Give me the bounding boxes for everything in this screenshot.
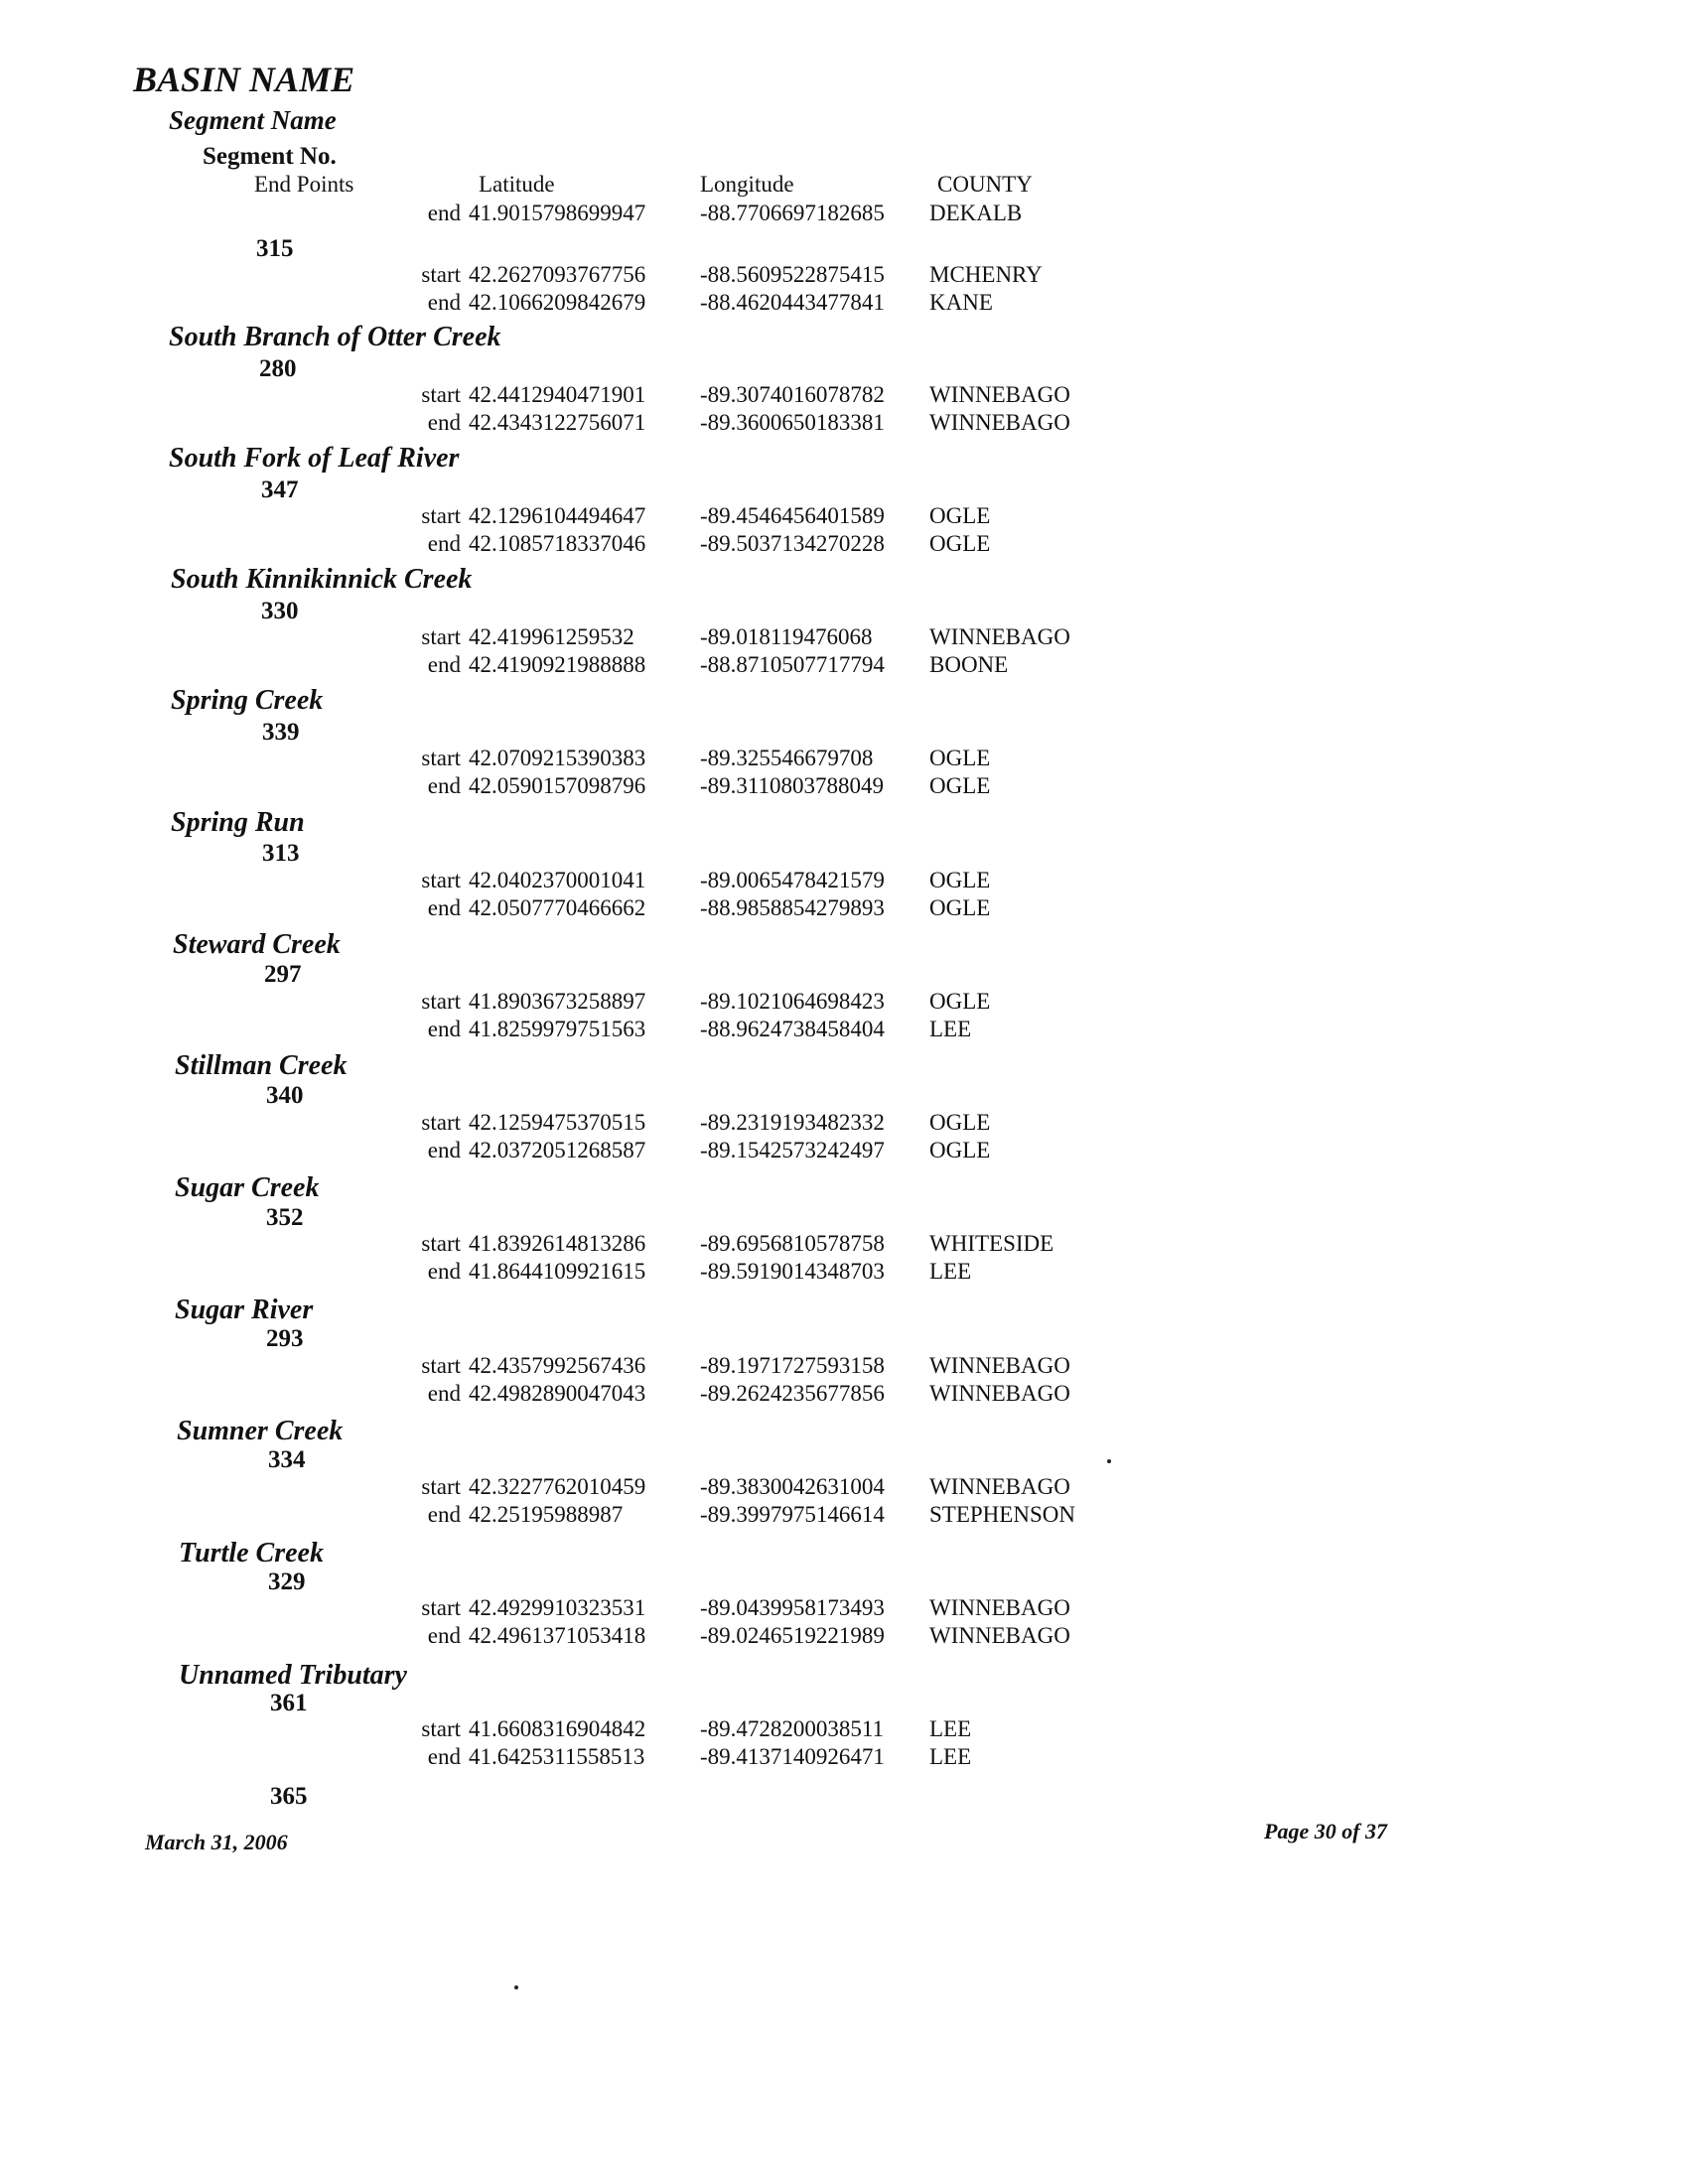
endpoint-label: end [427, 1017, 461, 1041]
endpoint-label: end [427, 652, 461, 677]
longitude-value: -88.9624738458404 [700, 1017, 885, 1041]
endpoint-label: end [427, 895, 461, 920]
longitude-value: -88.4620443477841 [700, 290, 885, 315]
segment-no-heading: Segment No. [203, 143, 337, 170]
endpoint-row [407, 625, 634, 648]
longitude-value: -89.0439958173493 [700, 1595, 885, 1620]
endpoint-label: start [421, 868, 461, 892]
longitude-value: -88.7706697182685 [700, 201, 885, 225]
endpoint-row [407, 896, 645, 919]
longitude-value: -89.2624235677856 [700, 1381, 885, 1406]
county-value: STEPHENSON [929, 1502, 1075, 1527]
endpoint-label: end [427, 1138, 461, 1162]
endpoint-row [407, 383, 645, 406]
endpoint-row [407, 1624, 645, 1647]
endpoint-row [407, 1260, 645, 1283]
county-value: OGLE [929, 531, 991, 556]
county-value: DEKALB [929, 201, 1023, 225]
latitude-value: 41.8259979751563 [469, 1017, 646, 1041]
county-value: LEE [929, 1259, 972, 1284]
endpoint-label: end [427, 1502, 461, 1527]
endpoint-label: start [421, 746, 461, 770]
segment-name: South Branch of Otter Creek [169, 322, 501, 352]
latitude-value: 42.0709215390383 [469, 746, 646, 770]
longitude-value: -89.5919014348703 [700, 1259, 885, 1284]
latitude-value: 42.4357992567436 [469, 1353, 646, 1378]
col-end-points: End Points [254, 172, 354, 197]
latitude-value: 41.8644109921615 [469, 1259, 646, 1284]
latitude-value: 42.0507770466662 [469, 895, 646, 920]
endpoint-label: start [421, 624, 461, 649]
longitude-value: -89.4728200038511 [700, 1716, 885, 1741]
segment-name: Sugar River [175, 1295, 314, 1325]
longitude-value: -89.2319193482332 [700, 1110, 885, 1135]
endpoint-label: end [427, 531, 461, 556]
segment-name: Sugar Creek [175, 1172, 320, 1203]
longitude-value: -88.5609522875415 [700, 262, 885, 287]
endpoint-row [407, 1232, 645, 1255]
segment-number: 293 [266, 1325, 304, 1352]
latitude-value: 42.0372051268587 [469, 1138, 646, 1162]
segment-number: 340 [266, 1082, 304, 1109]
scan-speck [1107, 1459, 1111, 1463]
endpoint-label: start [421, 989, 461, 1014]
segment-name: Steward Creek [173, 929, 341, 960]
latitude-value: 42.2627093767756 [469, 262, 646, 287]
col-county: COUNTY [937, 172, 1033, 197]
longitude-value: -89.0246519221989 [700, 1623, 885, 1648]
latitude-value: 42.4343122756071 [469, 410, 646, 435]
segment-number: 297 [264, 961, 302, 988]
segment-name-heading: Segment Name [169, 105, 337, 135]
endpoint-label: end [427, 410, 461, 435]
segment-name: Sumner Creek [177, 1416, 344, 1446]
endpoint-label: end [427, 1744, 461, 1769]
endpoint-row [407, 1717, 645, 1740]
county-value: OGLE [929, 1138, 991, 1162]
endpoint-row [407, 774, 645, 797]
latitude-value: 42.1296104494647 [469, 503, 646, 528]
longitude-value: -89.3074016078782 [700, 382, 885, 407]
endpoint-label: start [421, 1110, 461, 1135]
endpoint-row [407, 504, 645, 527]
segment-number: 339 [262, 719, 300, 746]
segment-name: Stillman Creek [175, 1050, 348, 1081]
county-value: OGLE [929, 895, 991, 920]
latitude-value: 42.1259475370515 [469, 1110, 646, 1135]
county-value: WINNEBAGO [929, 624, 1070, 649]
endpoint-label: end [427, 1381, 461, 1406]
longitude-value: -89.3110803788049 [700, 773, 885, 798]
longitude-value: -89.6956810578758 [700, 1231, 885, 1256]
longitude-value: -89.3600650183381 [700, 410, 885, 435]
endpoint-row [407, 1596, 645, 1619]
latitude-value: 42.4190921988888 [469, 652, 646, 677]
segment-number: 334 [268, 1446, 306, 1473]
endpoint-row [407, 263, 645, 286]
endpoint-row [407, 1111, 645, 1134]
latitude-value: 42.1085718337046 [469, 531, 646, 556]
longitude-value: -89.018119476068 [700, 624, 873, 649]
latitude-value: 41.6608316904842 [469, 1716, 646, 1741]
scan-speck [514, 1985, 518, 1989]
county-value: WINNEBAGO [929, 1381, 1070, 1406]
segment-number: 352 [266, 1204, 304, 1231]
longitude-value: -89.3997975146614 [700, 1502, 885, 1527]
latitude-value: 42.4982890047043 [469, 1381, 646, 1406]
endpoint-label: start [421, 1231, 461, 1256]
county-value: WINNEBAGO [929, 1474, 1070, 1499]
endpoint-row [407, 1382, 645, 1405]
latitude-value: 42.1066209842679 [469, 290, 646, 315]
county-value: LEE [929, 1744, 972, 1769]
endpoint-row [407, 653, 645, 676]
endpoint-label: start [421, 1716, 461, 1741]
endpoint-label: start [421, 382, 461, 407]
longitude-value: -89.4137140926471 [700, 1744, 885, 1769]
endpoint-row [407, 1018, 645, 1040]
endpoint-label: start [421, 262, 461, 287]
longitude-value: -89.1971727593158 [700, 1353, 885, 1378]
endpoint-label: end [427, 290, 461, 315]
endpoint-row [407, 1475, 645, 1498]
segment-name: Spring Run [171, 807, 305, 838]
latitude-value: 41.9015798699947 [469, 201, 646, 225]
longitude-value: -89.4546456401589 [700, 503, 885, 528]
latitude-value: 42.0590157098796 [469, 773, 646, 798]
longitude-value: -89.325546679708 [700, 746, 874, 770]
latitude-value: 42.25195988987 [469, 1502, 624, 1527]
latitude-value: 42.4961371053418 [469, 1623, 646, 1648]
endpoint-label: start [421, 1595, 461, 1620]
latitude-value: 42.4929910323531 [469, 1595, 646, 1620]
endpoint-label: end [427, 773, 461, 798]
footer-date: March 31, 2006 [145, 1830, 288, 1854]
county-value: WINNEBAGO [929, 1623, 1070, 1648]
county-value: OGLE [929, 746, 991, 770]
latitude-value: 42.4412940471901 [469, 382, 646, 407]
county-value: WINNEBAGO [929, 410, 1070, 435]
endpoint-label: end [427, 1259, 461, 1284]
county-value: OGLE [929, 868, 991, 892]
segment-name: South Fork of Leaf River [169, 443, 460, 474]
segment-name: Turtle Creek [179, 1538, 324, 1569]
endpoint-row [407, 1139, 645, 1161]
endpoint-label: start [421, 503, 461, 528]
col-latitude: Latitude [479, 172, 555, 197]
longitude-value: -89.1021064698423 [700, 989, 885, 1014]
endpoint-label: end [427, 1623, 461, 1648]
segment-number: 365 [270, 1783, 308, 1810]
basin-name-heading: BASIN NAME [133, 60, 355, 99]
top-row [407, 202, 645, 224]
latitude-value: 41.8903673258897 [469, 989, 646, 1014]
county-value: OGLE [929, 773, 991, 798]
endpoint-row [407, 1745, 644, 1768]
county-value: WHITESIDE [929, 1231, 1054, 1256]
county-value: WINNEBAGO [929, 1595, 1070, 1620]
segment-number: 280 [259, 355, 297, 382]
segment-number: 330 [261, 598, 299, 624]
county-value: BOONE [929, 652, 1009, 677]
county-value: WINNEBAGO [929, 382, 1070, 407]
longitude-value: -89.1542573242497 [700, 1138, 885, 1162]
longitude-value: -88.9858854279893 [700, 895, 885, 920]
longitude-value: -89.0065478421579 [700, 868, 885, 892]
col-longitude: Longitude [700, 172, 794, 197]
county-value: KANE [929, 290, 993, 315]
latitude-value: 42.3227762010459 [469, 1474, 646, 1499]
endpoint-row [407, 1503, 623, 1526]
latitude-value: 41.6425311558513 [469, 1744, 645, 1769]
county-value: OGLE [929, 503, 991, 528]
county-value: LEE [929, 1716, 972, 1741]
endpoint-row [407, 1354, 645, 1377]
longitude-value: -88.8710507717794 [700, 652, 885, 677]
county-value: WINNEBAGO [929, 1353, 1070, 1378]
longitude-value: -89.5037134270228 [700, 531, 885, 556]
segment-name: Spring Creek [171, 685, 324, 716]
endpoint-row [407, 291, 645, 314]
footer-page-number: Page 30 of 37 [1264, 1819, 1388, 1843]
endpoint-row [407, 532, 645, 555]
endpoint-label: end [427, 201, 461, 225]
segment-number: 315 [256, 235, 294, 262]
latitude-value: 42.419961259532 [469, 624, 634, 649]
latitude-value: 41.8392614813286 [469, 1231, 646, 1256]
segment-number: 313 [262, 840, 300, 867]
segment-name: Unnamed Tributary [179, 1660, 407, 1691]
endpoint-row [407, 411, 645, 434]
longitude-value: -89.3830042631004 [700, 1474, 885, 1499]
county-value: OGLE [929, 1110, 991, 1135]
endpoint-row [407, 869, 645, 891]
segment-number: 347 [261, 477, 299, 503]
endpoint-label: start [421, 1353, 461, 1378]
county-value: MCHENRY [929, 262, 1043, 287]
segment-number: 329 [268, 1569, 306, 1595]
county-value: OGLE [929, 989, 991, 1014]
endpoint-label: start [421, 1474, 461, 1499]
county-value: LEE [929, 1017, 972, 1041]
latitude-value: 42.0402370001041 [469, 868, 646, 892]
segment-number: 361 [270, 1690, 308, 1716]
segment-name: South Kinnikinnick Creek [171, 564, 473, 595]
endpoint-row [407, 990, 645, 1013]
endpoint-row [407, 747, 645, 769]
